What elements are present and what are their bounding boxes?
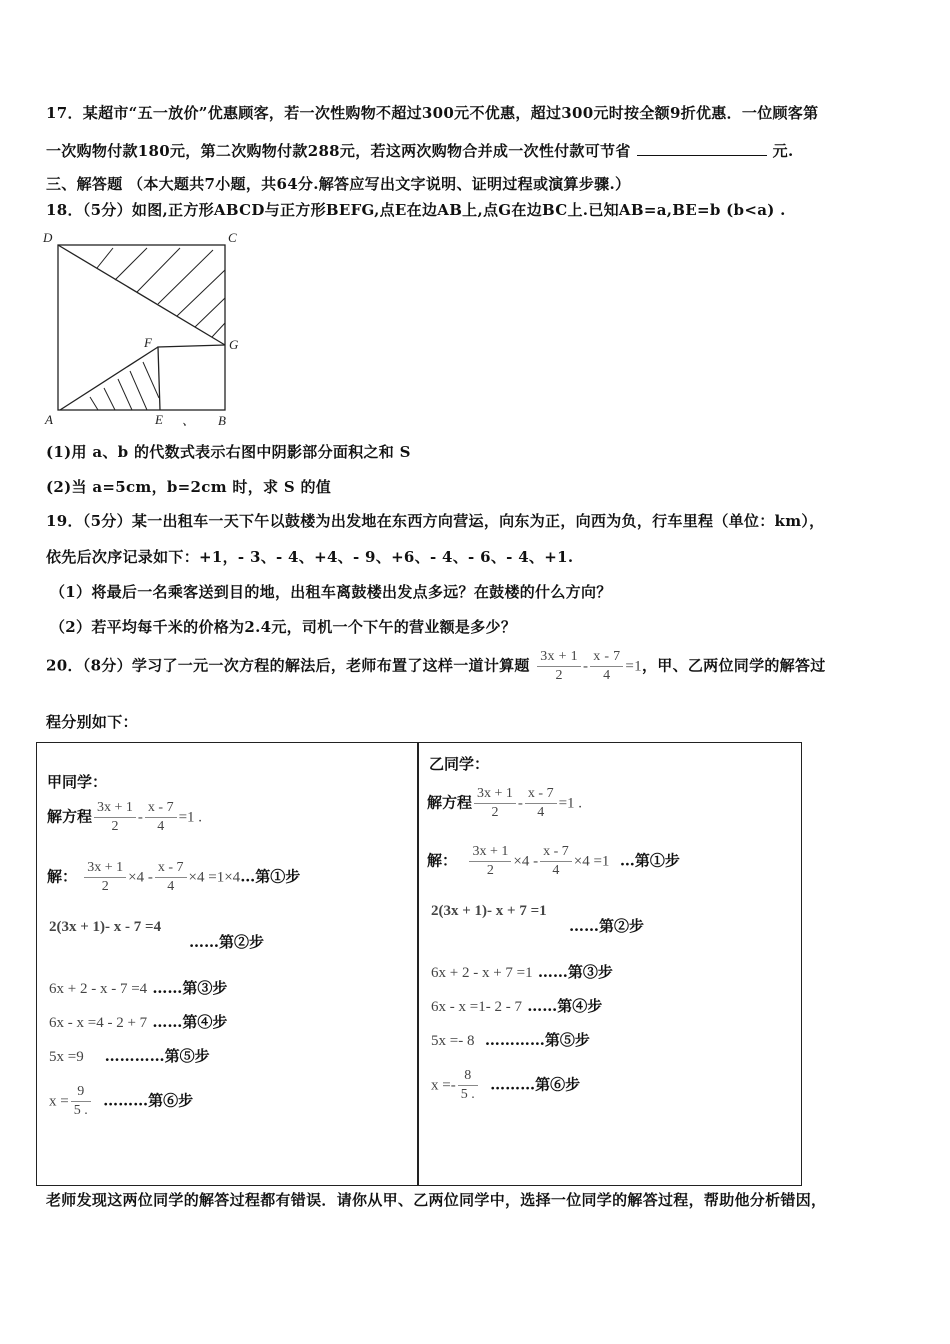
step-tag: ……第②步 — [189, 933, 265, 951]
denominator: 4 — [552, 863, 560, 878]
fraction — [469, 843, 511, 880]
jia-step3 — [49, 977, 227, 998]
q17-text: 一次购物付款180元，第二次购物付款288元，若这两次购物合并成一次性付款可节省 — [46, 142, 631, 160]
denominator: 5 . — [73, 1103, 88, 1118]
section-heading: 三、解答题 （本大题共7小题，共64分.解答应写出文字说明、证明过程或演算步骤.） — [46, 175, 631, 193]
jia-step1 — [47, 859, 300, 896]
step-tag: ………第⑥步 — [103, 1091, 194, 1110]
denominator: 2 — [111, 819, 119, 834]
label-e: E — [155, 412, 163, 427]
numerator: x - 7 — [145, 799, 177, 818]
fraction — [525, 785, 557, 822]
step-tag: …………第⑤步 — [484, 1031, 590, 1049]
fraction — [540, 843, 572, 880]
numerator: 3x + 1 — [469, 843, 511, 862]
denominator: 2 — [555, 668, 563, 683]
step-tag: ……第④步 — [152, 1013, 228, 1031]
jia-step5 — [49, 1045, 210, 1066]
math: x =- — [431, 1077, 456, 1094]
math: 6x - x =4 - 2 + 7 — [49, 1015, 148, 1031]
yi-step5 — [431, 1029, 590, 1050]
jia-title: 甲同学： — [47, 773, 108, 791]
q18-stem: 18．（5分）如图,正方形ABCD与正方形BEFG,点E在边AB上,点G在边BC上.已知AB=a,BE=b (b<a) . — [46, 201, 786, 219]
math: 6x + 2 - x + 7 =1 — [431, 965, 533, 981]
q17-unit: 元. — [772, 142, 794, 160]
numerator: x - 7 — [590, 648, 623, 667]
hatching — [90, 248, 225, 410]
fraction — [474, 785, 516, 822]
solve-label: 解方程 — [47, 807, 93, 826]
operator: - — [137, 809, 143, 826]
jia-step4 — [49, 1011, 227, 1032]
yi-step1 — [427, 843, 680, 880]
denominator: 2 — [491, 805, 499, 820]
fraction — [84, 859, 126, 896]
numerator: 3x + 1 — [537, 648, 581, 667]
step-tag: ………第⑥步 — [490, 1075, 581, 1094]
math: ×4 =1×4 — [188, 869, 241, 886]
table-divider — [417, 743, 419, 1185]
step-tag: ……第②步 — [569, 917, 645, 935]
yi-step2: 2(3x + 1)- x + 7 =1 — [431, 903, 547, 919]
fraction — [94, 799, 136, 836]
q19-part1: （1）将最后一名乘客送到目的地，出租车离鼓楼出发点多远？在鼓楼的什么方向？ — [50, 583, 612, 601]
step-tag: ……第④步 — [527, 997, 603, 1015]
denominator: 4 — [537, 805, 545, 820]
denominator: 4 — [157, 819, 165, 834]
math: 6x - x =1- 2 - 7 — [431, 999, 522, 1015]
equation-rhs: =1 — [625, 658, 642, 675]
q20-intro — [46, 648, 826, 685]
q18-part2: (2)当 a=5cm，b=2cm 时，求 S 的值 — [46, 478, 332, 496]
math: 6x + 2 - x - 7 =4 — [49, 981, 148, 997]
square-abcd — [58, 245, 225, 410]
jia-equation — [47, 799, 202, 836]
line-dg — [58, 245, 225, 345]
fraction — [145, 799, 177, 836]
math: ×4 - — [513, 853, 539, 870]
fraction — [155, 859, 187, 896]
numerator: 9 — [71, 1083, 91, 1102]
label-d: D — [43, 230, 53, 245]
equation-end: =1 . — [558, 795, 583, 812]
yi-step3 — [431, 961, 613, 982]
operator: - — [582, 658, 589, 675]
yi-step4 — [431, 995, 602, 1016]
q20-line2: 程分别如下： — [46, 713, 138, 731]
math: x = — [49, 1093, 69, 1110]
answer-blank[interactable] — [637, 141, 767, 156]
q17-line1: 17．某超市“五一放价”优惠顾客，若一次性购物不超过300元不优惠，超过300元时按全额9折优惠．一位顾客第 — [46, 104, 819, 122]
solve-label: 解方程 — [427, 793, 473, 812]
fraction — [71, 1083, 91, 1120]
numerator: 3x + 1 — [84, 859, 126, 878]
equation-end: =1 . — [178, 809, 203, 826]
step-tag: …第①步 — [619, 851, 680, 870]
step-tag: ……第③步 — [152, 979, 228, 997]
q20-intro-end: ，甲、乙两位同学的解答过 — [641, 656, 826, 675]
numerator: x - 7 — [155, 859, 187, 878]
math: 5x =9 — [49, 1049, 84, 1065]
step-tag: …第①步 — [240, 867, 301, 886]
step-tag: …………第⑤步 — [104, 1047, 210, 1065]
q19-line1: 19．（5分）某一出租车一天下午以鼓楼为出发地在东西方向营运，向东为正，向西为负，行车里程（单位：km）， — [46, 512, 825, 530]
label-a: A — [45, 412, 53, 427]
numerator: x - 7 — [540, 843, 572, 862]
denominator: 4 — [167, 879, 175, 894]
denominator: 2 — [101, 879, 109, 894]
label-mark: 、 — [182, 413, 196, 428]
q20-footer: 老师发现这两位同学的解答过程都有错误．请你从甲、乙两位同学中，选择一位同学的解答过程，帮助他分析错因， — [46, 1191, 827, 1209]
label-f: F — [144, 335, 152, 350]
operator: - — [517, 795, 523, 812]
q17-line2 — [46, 140, 793, 161]
square-befg — [158, 345, 225, 410]
yi-step6 — [431, 1067, 580, 1104]
denominator: 2 — [486, 863, 494, 878]
math: 5x =- 8 — [431, 1033, 475, 1049]
q18-part1: (1)用 a、b 的代数式表示右图中阴影部分面积之和 S — [46, 443, 411, 461]
q19-part2: （2）若平均每千米的价格为2.4元，司机一个下午的营业额是多少？ — [50, 618, 517, 636]
label-c: C — [228, 230, 237, 245]
yi-title: 乙同学： — [429, 755, 490, 773]
numerator: 3x + 1 — [94, 799, 136, 818]
jia-step2: 2(3x + 1)- x - 7 =4 — [49, 919, 162, 935]
numerator: 8 — [458, 1067, 478, 1086]
q19-line2: 依先后次序记录如下：+1，- 3、- 4、+4、- 9、+6、- 4、- 6、- 4、+1. — [46, 548, 574, 566]
solution-label: 解： — [427, 851, 458, 870]
numerator: 3x + 1 — [474, 785, 516, 804]
math: ×4 =1 — [573, 853, 610, 870]
math: ×4 - — [128, 869, 153, 886]
label-g: G — [229, 337, 239, 352]
numerator: x - 7 — [525, 785, 557, 804]
q20-intro-text: 20．（8分）学习了一元一次方程的解法后，老师布置了这样一道计算题 — [46, 656, 530, 675]
yi-equation — [427, 785, 582, 822]
solution-label: 解： — [47, 867, 78, 886]
label-b: B — [218, 413, 226, 428]
fraction — [537, 648, 581, 685]
solutions-table — [36, 742, 802, 1186]
fraction — [458, 1067, 478, 1104]
jia-step6 — [49, 1083, 193, 1120]
q18-figure — [40, 228, 260, 433]
denominator: 4 — [603, 668, 611, 683]
fraction — [590, 648, 623, 685]
denominator: 5 . — [460, 1087, 475, 1102]
step-tag: ……第③步 — [537, 963, 613, 981]
